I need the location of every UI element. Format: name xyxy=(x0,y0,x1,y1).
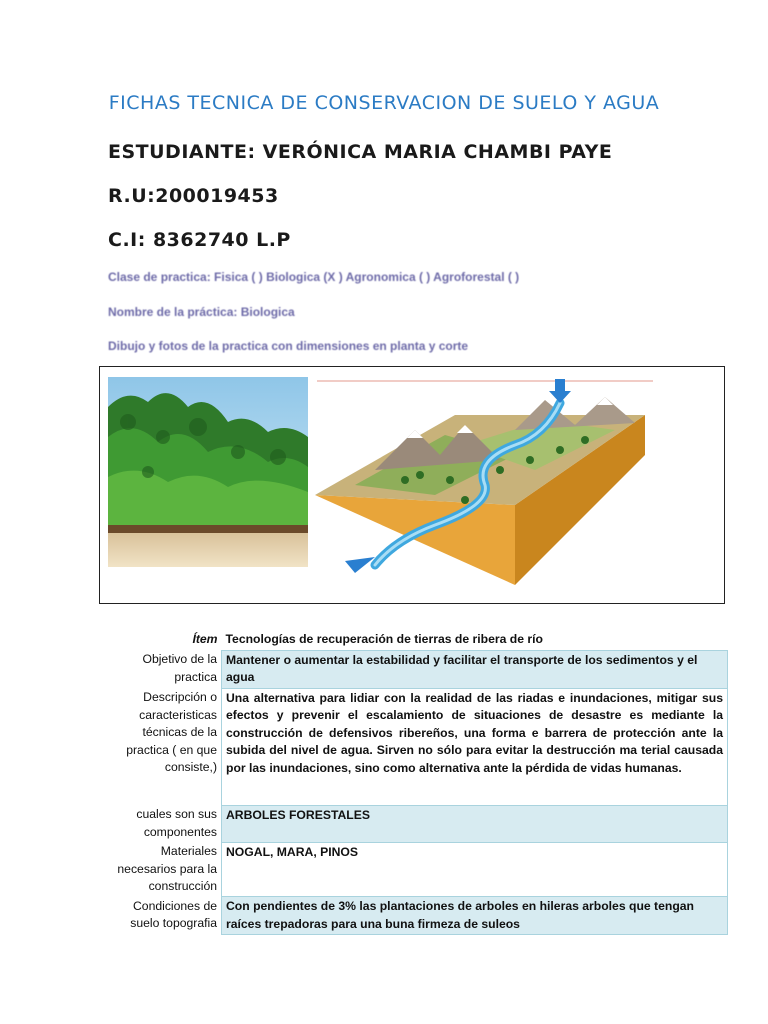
clase-practica-line: Clase de practica: Fisica ( ) Biologica (X ) Agronomica ( ) Agroforestal ( ) xyxy=(108,270,520,284)
row-label: Objetivo de la practica xyxy=(142,652,217,684)
table-row-componentes xyxy=(107,805,728,842)
document-title: FICHAS TECNICA DE CONSERVACION DE SUELO Y AGUA xyxy=(108,92,660,114)
row-label: Condiciones de suelo topografia xyxy=(130,898,217,930)
table-row-item xyxy=(107,630,728,650)
table-row-descripcion xyxy=(107,688,728,805)
ru-number: R.U:200019453 xyxy=(108,185,279,207)
river-block-diagram-image xyxy=(315,375,655,585)
table-row-objetivo xyxy=(107,650,728,688)
row-value: Tecnologías de recuperación de tierras de ribera de río xyxy=(225,632,543,646)
dibujo-line: Dibujo y fotos de la practica con dimensiones en planta y corte xyxy=(108,339,469,353)
row-label: cuales son sus componentes xyxy=(136,807,217,839)
table-row-materiales xyxy=(107,842,728,897)
ci-number: C.I: 8362740 L.P xyxy=(108,229,291,251)
row-value: NOGAL, MARA, PINOS xyxy=(222,842,728,897)
row-label: Ítem xyxy=(192,632,218,646)
forest-riverbank-image xyxy=(108,377,308,567)
nombre-practica-line: Nombre de la práctica: Biologica xyxy=(108,305,295,319)
figure-box xyxy=(99,366,725,604)
row-label: Materiales necesarios para la construcción xyxy=(117,844,217,893)
row-label: Descripción o caracteristicas técnicas de la practica ( en que consiste,) xyxy=(126,690,217,774)
table-row-condiciones xyxy=(107,897,728,935)
row-value: ARBOLES FORESTALES xyxy=(222,805,728,842)
practice-info-table xyxy=(107,630,728,935)
row-value: Mantener o aumentar la estabilidad y facilitar el transporte de los sedimentos y el agua xyxy=(222,650,728,688)
row-value: Con pendientes de 3% las plantaciones de arboles en hileras arboles que tengan raíces trepadoras para una buna firmeza de suleos xyxy=(222,897,728,935)
student-name: ESTUDIANTE: VERÓNICA MARIA CHAMBI PAYE xyxy=(108,141,613,163)
row-value: Una alternativa para lidiar con la realidad de las riadas e inundaciones, mitigar sus efectos y prevenir el escalamiento de situaciones de desastre es mediante la construcción de defensivos ribereños, una forma e barrera de protección ante la subida del nivel de agua. Sirven no sólo para evitar la destrucción ma terial causada por las inundaciones, sino como alternativa ante la pérdida de vidas humanas. xyxy=(222,688,728,805)
